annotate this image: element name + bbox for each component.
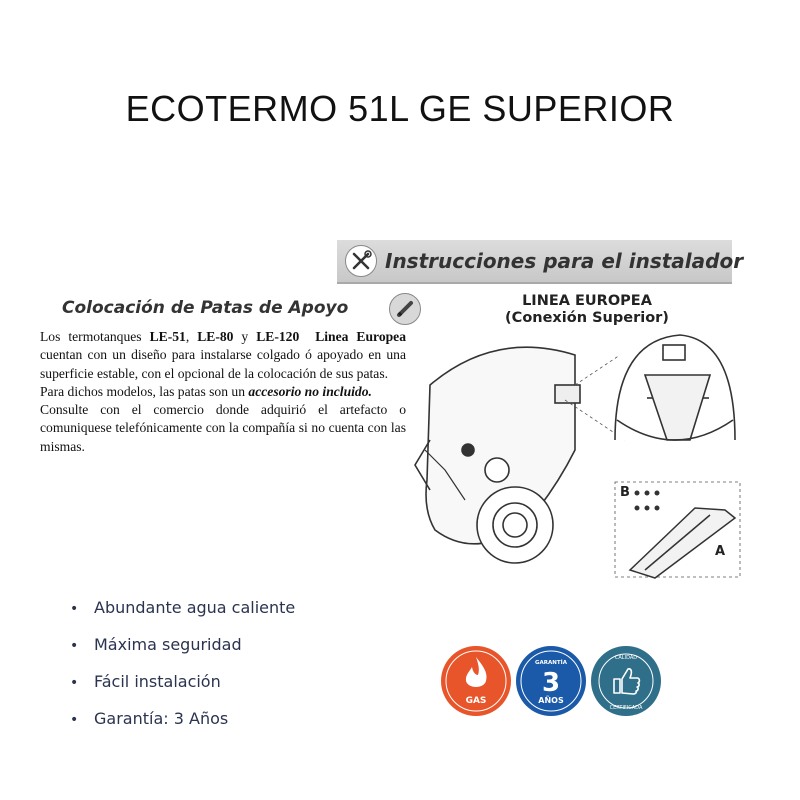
section-title: Colocación de Patas de Apoyo	[62, 298, 349, 318]
p1-sep1: ,	[185, 329, 190, 344]
label-a: A	[715, 544, 726, 559]
list-item	[70, 596, 295, 633]
list-item	[70, 707, 295, 744]
features-list	[70, 596, 295, 744]
warranty-bottom: AÑOS	[538, 696, 564, 705]
list-item	[70, 670, 295, 707]
banner-label: Instrucciones para el instalador	[385, 249, 744, 273]
diagram-heading-line2: (Conexión Superior)	[505, 310, 669, 326]
bullet-icon: •	[70, 712, 79, 728]
water-heater-drawing	[415, 347, 580, 563]
paragraph-accessory	[40, 383, 406, 401]
feature-text: Máxima seguridad	[94, 635, 242, 654]
diagram-heading	[488, 293, 686, 327]
quality-badge	[590, 645, 662, 717]
warranty-badge	[515, 645, 587, 717]
top-detail-drawing	[615, 335, 735, 440]
quality-bottom: CERTIFICADA	[609, 705, 643, 711]
pencil-icon	[389, 293, 421, 325]
bullet-icon: •	[70, 638, 79, 654]
p1-intro: Los termotanques	[40, 329, 142, 344]
p2-intro: Para dichos modelos, las patas son un	[40, 383, 246, 399]
warranty-number: 3	[541, 668, 561, 698]
p1-sep2: y	[233, 329, 257, 344]
model-le120: LE-120	[256, 329, 300, 344]
label-b: B	[620, 485, 630, 500]
paragraph-models	[40, 328, 406, 383]
feature-text: Abundante agua caliente	[94, 598, 296, 617]
quality-top: CALIDAD	[614, 655, 638, 661]
feature-text: Fácil instalación	[94, 672, 221, 691]
paragraph-contact: Consulte con el comercio donde adquirió el artefacto o comuniquese telefónicamente con la compañía si no cuenta con las mismas.	[40, 402, 406, 454]
bullet-icon: •	[70, 675, 79, 691]
gas-badge	[440, 645, 512, 717]
installation-diagram	[405, 330, 745, 585]
warranty-top: GARANTÍA	[535, 660, 567, 666]
page-title: ECOTERMO 51L GE SUPERIOR	[125, 88, 675, 129]
bullet-icon: •	[70, 601, 79, 617]
model-le80: LE-80	[197, 329, 234, 344]
gas-label: GAS	[465, 696, 487, 706]
wrench-screwdriver-icon	[345, 245, 377, 277]
diagram-heading-line1: LINEA EUROPEA	[522, 293, 652, 309]
accessory-note: accesorio no incluido.	[248, 383, 372, 399]
list-item	[70, 633, 295, 670]
feature-text: Garantía: 3 Años	[94, 709, 229, 728]
section-body	[40, 328, 406, 456]
p1-rest: cuentan con un diseño para instalarse colgado ó apoyado en una superficie estable, con el opcional de la colocación de sus patas.	[40, 347, 406, 381]
installer-banner	[337, 240, 744, 284]
model-le51: LE-51	[149, 329, 186, 344]
line-name: Linea Europea	[315, 329, 407, 344]
